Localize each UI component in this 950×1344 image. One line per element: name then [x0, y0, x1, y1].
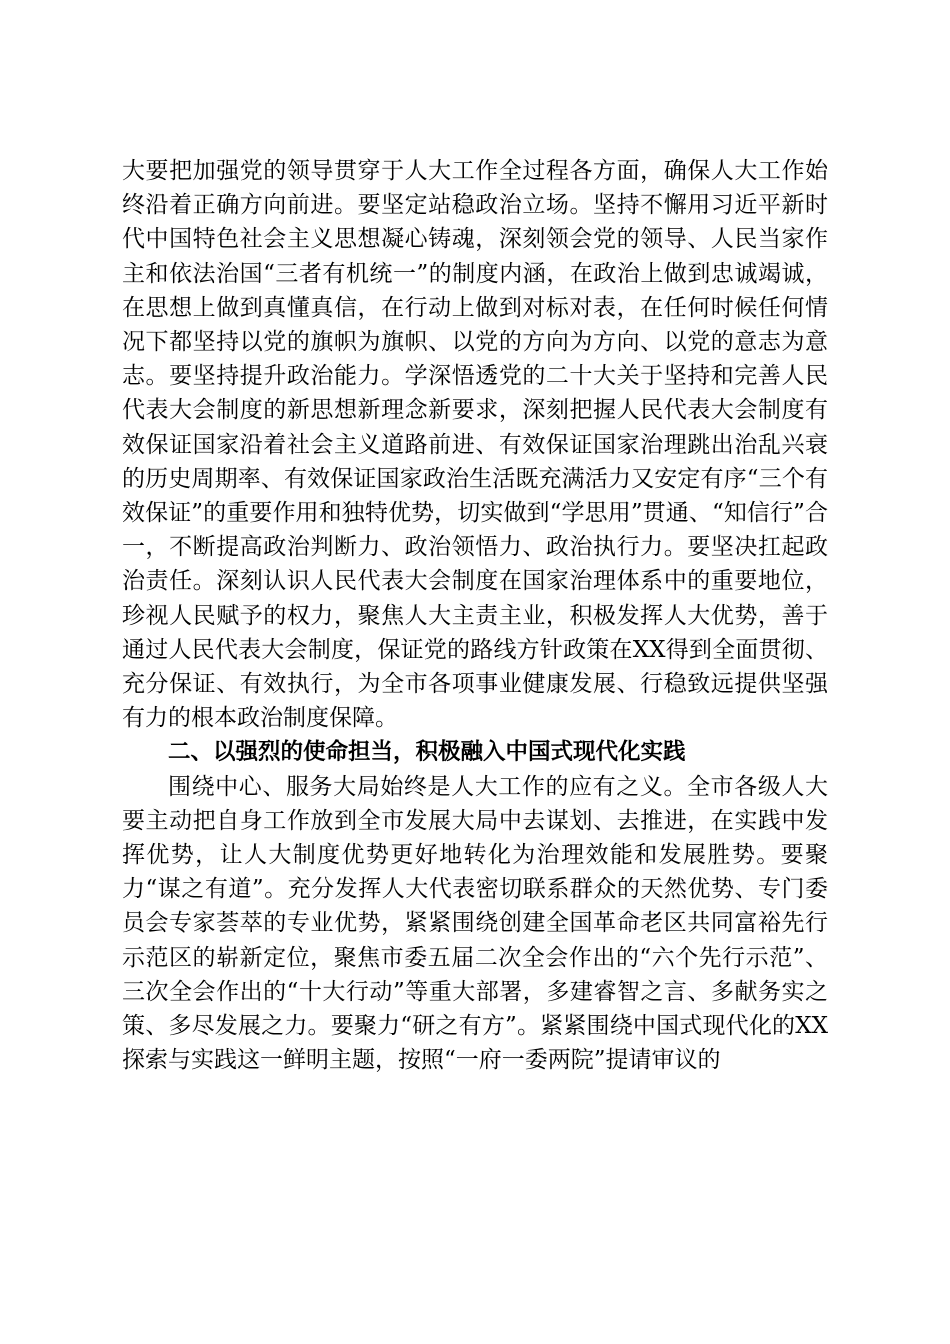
document-body	[122, 154, 828, 1077]
section-heading: 二、以强烈的使命担当，积极融入中国式现代化实践	[168, 739, 686, 766]
paragraph-indented: 围绕中心、服务大局始终是人大工作的应有之义。全市各级人大要主动把自身工作放到全市发展大局中去谋划、去推进，在实践中发挥优势，让人大制度优势更好地转化为治理效能和发展胜势。要聚力“谋之有道”。充分发挥人大代表密切联系群众的天然优势、专门委员会专家荟萃的专业优势，紧紧围绕创建全国革命老区共同富裕先行示范区的崭新定位，聚焦市委五届二次全会作出的“六个先行示范”、三次全会作出的“十大行动”等重大部署，多建睿智之言、多献务实之策、多尽发展之力。要聚力“研之有方”。紧紧围绕中国式现代化的XX探索与实践这一鲜明主题，按照“一府一委两院”提请审议的	[122, 773, 828, 1074]
paragraph-continuation: 大要把加强党的领导贯穿于人大工作全过程各方面，确保人大工作始终沿着正确方向前进。要坚定站稳政治立场。坚持不懈用习近平新时代中国特色社会主义思想凝心铸魂，深刻领会党的领导、人民当家作主和依法治国“三者有机统一”的制度内涵，在政治上做到忠诚竭诚，在思想上做到真懂真信，在行动上做到对标对表，在任何时候任何情况下都坚持以党的旗帜为旗帜、以党的方向为方向、以党的意志为意志。要坚持提升政治能力。学深悟透党的二十大关于坚持和完善人民代表大会制度的新思想新理念新要求，深刻把握人民代表大会制度有效保证国家沿着社会主义道路前进、有效保证国家治理跳出治乱兴衰的历史周期率、有效保证国家政治生活既充满活力又安定有序“三个有效保证”的重要作用和独特优势，切实做到“学思用”贯通、“知信行”合一，不断提高政治判断力、政治领悟力、政治执行力。要坚决扛起政治责任。深刻认识人民代表大会制度在国家治理体系中的重要地位，珍视人民赋予的权力，聚焦人大主责主业，积极发挥人大优势，善于通过人民代表大会制度，保证党的路线方针政策在XX得到全面贯彻、充分保证、有效执行，为全市各项事业健康发展、行稳致远提供坚强有力的根本政治制度保障。	[122, 158, 828, 732]
